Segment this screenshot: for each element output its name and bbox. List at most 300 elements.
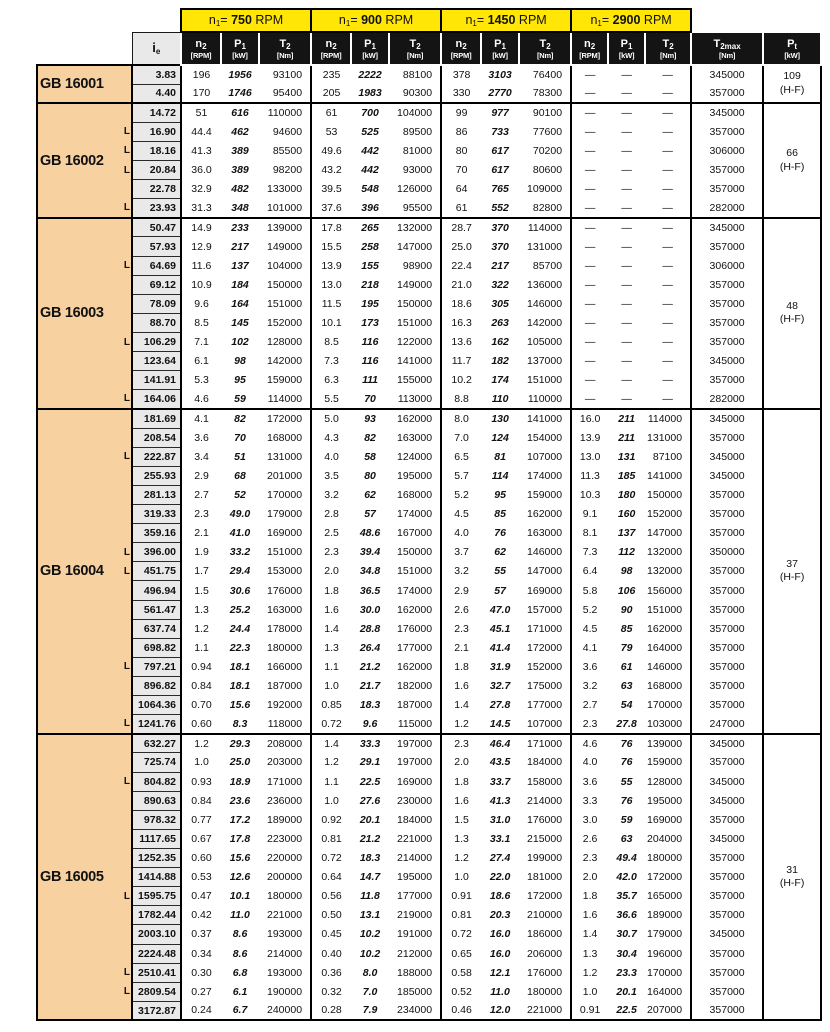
t2-value: — [645, 371, 691, 390]
ie-value: 1595.75 [132, 887, 181, 906]
t2max-value: 345000 [691, 65, 763, 84]
n2-value: 1.1 [324, 660, 339, 673]
t2-value: 101000 [259, 199, 311, 218]
t2max-column-header: $T_{2max}$ [Nm] [691, 32, 763, 65]
p1-column-header: $P_1$ [kW] [351, 32, 389, 65]
ie-value: 359.16 [132, 524, 181, 543]
t2-value: 76400 [519, 65, 571, 84]
p1-value: 130 [481, 409, 519, 428]
ie-value: 16.90 [132, 122, 181, 141]
n2-value: 2.1 [454, 641, 469, 654]
t2max-value: 357000 [691, 505, 763, 524]
table-row [37, 944, 821, 963]
pt-cell: 48 (H-F) [763, 218, 821, 409]
n2-value: 5.3 [194, 374, 209, 387]
n2-value: 1.0 [324, 794, 339, 807]
pt-column-header: $P_t$ [kW] [763, 32, 821, 65]
n2-value: 0.81 [321, 832, 342, 845]
t2-value: 85700 [519, 256, 571, 275]
n2-column-header: $n_2$ [RPM] [181, 32, 221, 65]
n2-value: 16.0 [571, 409, 608, 428]
t2-value: 197000 [389, 753, 441, 772]
n2-value: 16.3 [451, 316, 472, 329]
p1-value: 82 [364, 431, 376, 444]
t2-value: 177000 [389, 638, 441, 657]
t2max-value: 357000 [691, 1001, 763, 1020]
header-gap-right [691, 9, 821, 32]
t2-value: 132000 [389, 218, 441, 237]
t2-value: 114000 [259, 390, 311, 409]
n2-value: 1.8 [324, 584, 339, 597]
t2-value: 176000 [389, 619, 441, 638]
p1-value: 18.1 [229, 680, 251, 693]
p1-value: 61 [620, 660, 633, 673]
ie-value: 88.70 [132, 313, 181, 332]
p1-value: 305 [491, 297, 509, 310]
n2-value: 0.72 [321, 852, 342, 865]
p1-value: 616 [221, 103, 259, 122]
n2-value: 0.56 [321, 890, 342, 903]
n2-value: 205 [322, 87, 341, 100]
p1-value: 7.0 [362, 985, 378, 998]
n2-value: 8.0 [441, 409, 481, 428]
t2-value: 180000 [259, 638, 311, 657]
p1-value: 81 [494, 450, 506, 463]
p1-value: 617 [491, 144, 509, 157]
t2-value: 80600 [519, 161, 571, 180]
t2-value: 230000 [389, 791, 441, 810]
t2max-value: 357000 [691, 122, 763, 141]
p1-value: 35.7 [616, 890, 637, 903]
t2-value: 174000 [519, 466, 571, 485]
t2max-value: 357000 [691, 294, 763, 313]
ie-value: 2224.48 [132, 944, 181, 963]
n2-value: 11.6 [191, 259, 212, 272]
p1-value: — [621, 297, 632, 310]
column-header-row [37, 32, 821, 65]
p1-value: 348 [231, 201, 249, 214]
n2-value: 22.4 [451, 259, 472, 272]
n2-value: 5.5 [324, 392, 339, 405]
t2-value: 131000 [519, 237, 571, 256]
t2-value: 155000 [389, 371, 441, 390]
n2-value: 0.84 [191, 794, 212, 807]
p1-value: 33.1 [489, 832, 511, 845]
l-marker [119, 84, 132, 103]
p1-value: — [621, 278, 632, 291]
t2max-value: 357000 [691, 333, 763, 352]
n2-value: 4.0 [324, 450, 339, 463]
p1-value: — [621, 240, 632, 253]
pt-cell: 66 (H-F) [763, 103, 821, 218]
t2-value: 104000 [259, 256, 311, 275]
ie-value: 797.21 [132, 657, 181, 676]
ie-value: 141.91 [132, 371, 181, 390]
t2-value: 184000 [389, 810, 441, 829]
p1-value: 85 [620, 622, 633, 635]
ie-value: 57.93 [132, 237, 181, 256]
p1-value: 57 [364, 508, 376, 521]
t2max-value: 357000 [691, 944, 763, 963]
n2-value: 1.6 [324, 603, 339, 616]
model-cell: GB 16005 [37, 734, 119, 1021]
p1-value: — [621, 87, 632, 100]
p1-value: 41.0 [229, 527, 251, 540]
p1-value: 41.4 [489, 641, 511, 654]
l-marker: L [119, 543, 132, 562]
n2-value: 3.0 [582, 813, 598, 826]
p1-value: 112 [618, 546, 635, 559]
t2-value: 185000 [389, 982, 441, 1001]
n2-value: — [584, 87, 596, 100]
pt-cell: 31 (H-F) [763, 734, 821, 1021]
t2max-value: 345000 [691, 829, 763, 848]
t2-value: 139000 [645, 734, 691, 753]
n2-value: 43.2 [321, 164, 342, 177]
t2-value: 177000 [519, 696, 571, 715]
t2-value: — [645, 199, 691, 218]
t2-value: 133000 [259, 180, 311, 199]
t2max-value: 306000 [691, 256, 763, 275]
t2-value: — [645, 218, 691, 237]
p1-value: 7.9 [362, 1004, 378, 1017]
t2-value: — [645, 237, 691, 256]
ie-value: 64.69 [132, 256, 181, 275]
t2-value: 234000 [389, 1001, 441, 1020]
t2max-value: 357000 [691, 906, 763, 925]
p1-value: 30.7 [616, 928, 637, 941]
p1-value: 32.7 [489, 680, 511, 693]
t2-value: 132000 [645, 562, 691, 581]
t2max-value: 345000 [691, 466, 763, 485]
n2-value: — [584, 144, 596, 157]
t2-column-header: $T_2$ [Nm] [259, 32, 311, 65]
p1-value: 22.5 [359, 775, 381, 788]
t2-value: 171000 [259, 772, 311, 791]
n2-value: 1.1 [324, 775, 339, 788]
t2-value: 131000 [259, 447, 311, 466]
t2-value: 191000 [389, 925, 441, 944]
p1-value: 76 [608, 734, 645, 753]
ie-value: 1064.36 [132, 696, 181, 715]
n2-value: 4.0 [454, 527, 469, 540]
ie-value: 698.82 [132, 638, 181, 657]
n2-value: — [584, 164, 596, 177]
t2-value: 162000 [519, 505, 571, 524]
t2-value: 151000 [519, 371, 571, 390]
n2-value: 0.34 [191, 947, 212, 960]
t2-value: 199000 [519, 848, 571, 867]
p1-value: 10.2 [359, 928, 381, 941]
p1-value: 79 [620, 641, 633, 654]
rpm-group-header-750: $n_1= 750$ RPM [181, 9, 311, 32]
t2-value: 146000 [519, 543, 571, 562]
p1-value: 20.1 [359, 813, 381, 826]
t2-value: 172000 [259, 409, 311, 428]
t2-value: 90300 [389, 84, 441, 103]
t2-value: 151000 [259, 294, 311, 313]
n2-value: 5.2 [454, 488, 469, 501]
t2-value: 214000 [259, 944, 311, 963]
t2-value: 93000 [389, 161, 441, 180]
table-header [37, 9, 821, 65]
l-marker [119, 696, 132, 715]
t2-value: 151000 [645, 600, 691, 619]
table-row [37, 352, 821, 371]
n2-value: 8.5 [194, 316, 209, 329]
p1-value: 106 [617, 584, 636, 597]
p1-value: 6.1 [232, 985, 248, 998]
t2max-value: 306000 [691, 141, 763, 160]
p1-value: 51 [234, 450, 246, 463]
l-marker [119, 65, 132, 84]
l-marker [119, 753, 132, 772]
t2-value: 170000 [259, 485, 311, 504]
l-marker [119, 677, 132, 696]
l-marker [119, 180, 132, 199]
n2-value: 1.6 [454, 794, 469, 807]
ie-value: 2510.41 [132, 963, 181, 982]
t2-value: 203000 [259, 753, 311, 772]
header-gap-left [37, 9, 181, 32]
t2-value: 193000 [259, 925, 311, 944]
n2-value: 2.7 [194, 488, 209, 501]
t2-value: 103000 [645, 715, 691, 734]
ie-value: 222.87 [132, 447, 181, 466]
l-marker [119, 944, 132, 963]
p1-value: 180 [617, 488, 636, 501]
t2-value: 168000 [389, 485, 441, 504]
gearbox-ratings-table [36, 8, 822, 1021]
p1-value: 2222 [351, 65, 389, 84]
t2-value: 88100 [389, 65, 441, 84]
ie-value: 451.75 [132, 562, 181, 581]
n2-value: 1.8 [454, 660, 469, 673]
l-marker [119, 524, 132, 543]
p1-value: — [621, 201, 632, 214]
p1-value: 93 [351, 409, 389, 428]
ie-value: 1782.44 [132, 906, 181, 925]
table-row [37, 237, 821, 256]
n2-value: 0.28 [321, 1004, 342, 1017]
n2-column-header: $n_2$ [RPM] [311, 32, 351, 65]
t2-value: 110000 [259, 103, 311, 122]
table-row [37, 313, 821, 332]
p1-value: 70 [234, 431, 246, 444]
t2-value: 115000 [389, 715, 441, 734]
table-body [37, 65, 821, 1020]
t2-value: 184000 [519, 753, 571, 772]
p1-value: 552 [491, 201, 509, 214]
p1-value: 30.0 [359, 603, 381, 616]
table-row [37, 65, 821, 84]
n2-value: 0.47 [191, 890, 212, 903]
t2-value: 180000 [645, 848, 691, 867]
n2-value: 39.5 [321, 183, 342, 196]
n2-value: 9.6 [194, 297, 209, 310]
table-row [37, 524, 821, 543]
n2-value: 4.0 [582, 756, 598, 769]
p1-value: 49.4 [616, 852, 637, 865]
table-row [37, 333, 821, 352]
n2-value: 3.6 [194, 431, 209, 444]
l-marker [119, 466, 132, 485]
ie-value: 181.69 [132, 409, 181, 428]
n2-value: 1.5 [194, 584, 209, 597]
t2max-value: 345000 [691, 925, 763, 944]
t2max-value: 247000 [691, 715, 763, 734]
n2-value: — [584, 374, 596, 387]
l-marker [119, 505, 132, 524]
n2-value: 13.9 [321, 259, 342, 272]
table-row [37, 925, 821, 944]
table-row [37, 887, 821, 906]
t2-value: 98900 [389, 256, 441, 275]
n2-value: 31.3 [191, 201, 212, 214]
l-marker: L [119, 256, 132, 275]
p1-value: 59 [620, 813, 633, 826]
p1-column-header: $P_1$ [kW] [481, 32, 519, 65]
t2-value: 162000 [389, 600, 441, 619]
p1-value: 10.1 [229, 890, 251, 903]
n2-value: 0.42 [191, 909, 212, 922]
l-marker: L [119, 562, 132, 581]
p1-value: 211 [618, 431, 635, 444]
p1-value: 18.9 [229, 775, 251, 788]
n2-value: 1.2 [582, 966, 598, 979]
l-marker [119, 868, 132, 887]
table-row [37, 581, 821, 600]
t2max-value: 357000 [691, 371, 763, 390]
p1-value: 8.6 [232, 947, 248, 960]
n2-value: 0.64 [321, 871, 342, 884]
t2-value: 110000 [519, 390, 571, 409]
t2-value: 147000 [519, 562, 571, 581]
ie-value: 20.84 [132, 161, 181, 180]
p1-value: 29.4 [229, 565, 251, 578]
p1-value: 41.3 [489, 794, 511, 807]
t2-value: 98200 [259, 161, 311, 180]
t2-value: 186000 [519, 925, 571, 944]
t2-value: 137000 [519, 352, 571, 371]
n2-value: 2.8 [324, 508, 339, 521]
t2max-value: 357000 [691, 524, 763, 543]
t2-value: 219000 [389, 906, 441, 925]
p1-value: — [621, 164, 632, 177]
l-marker: L [119, 982, 132, 1001]
n2-value: — [584, 392, 596, 405]
ie-value: 1414.88 [132, 868, 181, 887]
t2-value: 201000 [259, 466, 311, 485]
t2-value: 206000 [519, 944, 571, 963]
t2-value: 176000 [259, 581, 311, 600]
t2-value: — [645, 294, 691, 313]
n2-value: 0.70 [191, 699, 212, 712]
p1-value: — [621, 183, 632, 196]
p1-value: 31.0 [489, 813, 511, 826]
n2-value: 2.0 [582, 871, 598, 884]
t2-column-header: $T_2$ [Nm] [389, 32, 441, 65]
n2-value: 6.4 [582, 565, 598, 578]
ie-value: 3.83 [132, 65, 181, 84]
p1-value: 59 [234, 392, 246, 405]
n2-value: — [584, 259, 596, 272]
l-marker [119, 428, 132, 447]
table-row [37, 409, 821, 428]
t2-value: — [645, 313, 691, 332]
ie-value: 896.82 [132, 677, 181, 696]
t2-value: 174000 [389, 505, 441, 524]
t2-value: 189000 [259, 810, 311, 829]
n2-value: 2.9 [454, 584, 469, 597]
n2-value: 1.8 [454, 775, 469, 788]
p1-value: 90 [620, 603, 633, 616]
p1-value: 6.8 [232, 966, 248, 979]
t2-value: 204000 [645, 829, 691, 848]
p1-value: 18.3 [359, 699, 381, 712]
t2-value: 113000 [389, 390, 441, 409]
n2-value: 13.0 [579, 450, 601, 463]
t2-value: 197000 [389, 734, 441, 753]
table-row [37, 619, 821, 638]
t2-value: 87100 [645, 447, 691, 466]
n2-value: 1.8 [582, 890, 598, 903]
t2-value: 150000 [389, 294, 441, 313]
n2-value: 0.40 [321, 947, 342, 960]
p1-value: 195 [361, 297, 379, 310]
n2-value: 1.2 [181, 734, 221, 753]
t2max-value: 345000 [691, 734, 763, 753]
header-gap-model [37, 32, 132, 65]
n2-value: 44.4 [191, 125, 212, 138]
ie-value: 4.40 [132, 84, 181, 103]
p1-value: 24.4 [229, 622, 251, 635]
p1-value: 462 [231, 125, 249, 138]
table-row [37, 256, 821, 275]
l-marker [119, 791, 132, 810]
n2-value: 2.6 [454, 603, 469, 616]
l-marker [119, 313, 132, 332]
n2-value: 99 [441, 103, 481, 122]
ie-value: 1241.76 [132, 715, 181, 734]
p1-value: 322 [491, 278, 509, 291]
p1-value: 389 [231, 144, 249, 157]
table-row [37, 218, 821, 237]
t2-column-header: $T_2$ [Nm] [519, 32, 571, 65]
ie-value: 281.13 [132, 485, 181, 504]
table-row [37, 371, 821, 390]
p1-value: 18.3 [359, 852, 381, 865]
t2-value: 142000 [259, 352, 311, 371]
n2-value: 3.5 [324, 469, 339, 482]
t2max-value: 345000 [691, 447, 763, 466]
t2-value: 214000 [519, 791, 571, 810]
p1-value: 62 [364, 488, 376, 501]
t2-value: 95500 [389, 199, 441, 218]
table-row [37, 543, 821, 562]
table-row [37, 600, 821, 619]
l-marker [119, 409, 132, 428]
p1-value: — [621, 259, 632, 272]
t2-value: 169000 [645, 810, 691, 829]
n2-value: 70 [455, 164, 468, 177]
table-row [37, 677, 821, 696]
p1-value: — [621, 316, 632, 329]
t2-value: 159000 [519, 485, 571, 504]
t2max-value: 357000 [691, 887, 763, 906]
n2-value: 25.0 [451, 240, 472, 253]
table-row [37, 734, 821, 753]
